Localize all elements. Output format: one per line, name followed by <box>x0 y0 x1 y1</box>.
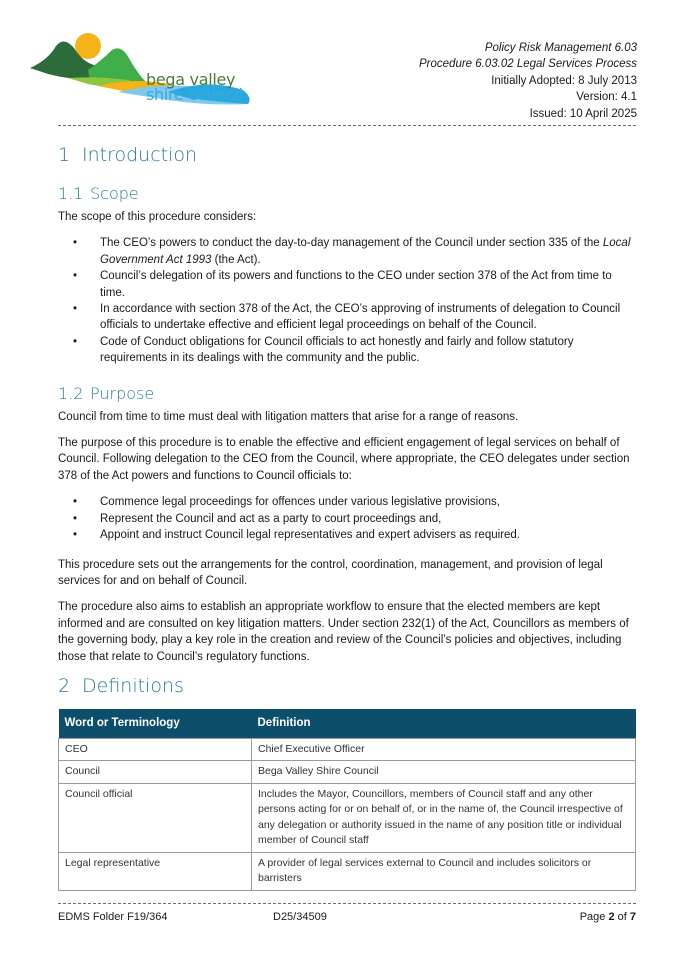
current-page: 2 <box>608 911 615 923</box>
document-id: D25/34509 <box>273 911 327 923</box>
scope-intro: The scope of this procedure considers: <box>58 211 257 223</box>
list-item: • Commence legal proceedings for offences under various legislative provisions, <box>58 494 638 510</box>
footer-divider <box>58 903 636 904</box>
text: (the Act). <box>211 253 261 266</box>
purpose-paragraph-4: The procedure also aims to establish an appropriate workflow to ensure that the elected members are kept informed and are consulted on key litigation matters. Under section 232(1) of the Act, Councillors as members of the governing body, play a key role in the creation and review of the Council’s policies and objectives, including those that relate to Council’s regulatory functions. <box>58 601 629 663</box>
table-row <box>59 852 636 890</box>
list-item: • Appoint and instruct Council legal representatives and expert advisers as required. <box>58 527 638 543</box>
purpose-paragraph-2: The purpose of this procedure is to enable the effective and efficient engagement of legal services on behalf of Council. Following delegation to the CEO from the Council, where appropriate, the CEO delegates under section 378 of the Act powers and functions to Council officials to: <box>58 437 630 482</box>
text: The CEO’s powers to conduct the day-to-day management of the Council under section 335 of the <box>100 237 603 250</box>
column-header-definition: Definition <box>252 709 636 739</box>
issued-date: Issued: 10 April 2025 <box>529 107 637 120</box>
definition-cell: Includes the Mayor, Councillors, members of Council staff and any other persons acting for or on behalf of, or in the name of, the Council irrespective of any delegation or authority issued in the name of any position title or individual member of Council staff <box>252 783 636 852</box>
term-cell: Legal representative <box>59 852 252 890</box>
column-header-term: Word or Terminology <box>59 709 252 739</box>
page-of: of <box>614 911 630 923</box>
list-item <box>58 235 638 268</box>
term-cell: CEO <box>59 738 252 761</box>
council-logo <box>28 30 258 108</box>
scope-list <box>58 235 638 366</box>
section-heading-scope <box>58 183 638 205</box>
header-metadata <box>419 40 637 122</box>
table-row <box>59 738 636 761</box>
purpose-paragraph-1: Council from time to time must deal with litigation matters that arise for a range of reasons. <box>58 410 519 423</box>
section-title: Purpose <box>90 383 155 403</box>
header-divider <box>58 125 636 126</box>
table-row <box>59 761 636 784</box>
table-row <box>59 783 636 852</box>
logo-line-1: bega valley <box>146 70 236 89</box>
edms-folder: EDMS Folder F19/364 <box>58 911 168 923</box>
table-header-row <box>59 709 636 739</box>
purpose-paragraph-3: This procedure sets out the arrangements for the control, coordination, management, and provision of legal services for and on behalf of Council. <box>58 558 603 587</box>
initially-adopted: Initially Adopted: 8 July 2013 <box>491 74 637 87</box>
definitions-table <box>58 709 636 891</box>
section-heading-introduction <box>58 142 638 168</box>
list-item: • Code of Conduct obligations for Council officials to act honestly and fairly and follow statutory requirements in its dealings with the community and the public. <box>58 334 638 367</box>
version: Version: 4.1 <box>576 91 637 104</box>
section-number: 1.1 <box>58 184 84 203</box>
term-cell: Council official <box>59 783 252 852</box>
list-item: • In accordance with section 378 of the Act, the CEO’s approving of instruments of delegation to Council officials to undertake effective and efficient legal proceedings on behalf of the Council. <box>58 301 638 334</box>
section-number: 1 <box>58 144 71 166</box>
definition-cell: Chief Executive Officer <box>252 738 636 761</box>
section-title: Introduction <box>82 144 198 166</box>
term-cell: Council <box>59 761 252 784</box>
section-title: Scope <box>90 184 139 203</box>
definition-cell: Bega Valley Shire Council <box>252 761 636 784</box>
list-item: • Council’s delegation of its powers and functions to the CEO under section 378 of the Act from time to time. <box>58 268 638 301</box>
section-title: Definitions <box>82 674 184 697</box>
section-number: 2 <box>58 674 71 697</box>
act-name: Local Government Act 1993 <box>100 237 631 266</box>
policy-title: Policy Risk Management 6.03 <box>484 42 637 54</box>
logo-wordmark <box>146 72 243 102</box>
section-number: 1.2 <box>58 383 84 403</box>
definition-cell: A provider of legal services external to Council and includes solicitors or barristers <box>252 852 636 890</box>
total-pages: 7 <box>629 911 636 923</box>
procedure-title: Procedure 6.03.02 Legal Services Process <box>419 58 637 71</box>
document-content <box>58 140 638 891</box>
purpose-list <box>58 494 638 543</box>
logo-line-2: shire council <box>146 85 243 104</box>
page-number <box>580 911 636 923</box>
page-label: Page <box>579 911 609 923</box>
list-item: • Represent the Council and act as a party to court proceedings and, <box>58 511 638 527</box>
section-heading-definitions <box>58 673 638 699</box>
section-heading-purpose <box>58 383 638 405</box>
